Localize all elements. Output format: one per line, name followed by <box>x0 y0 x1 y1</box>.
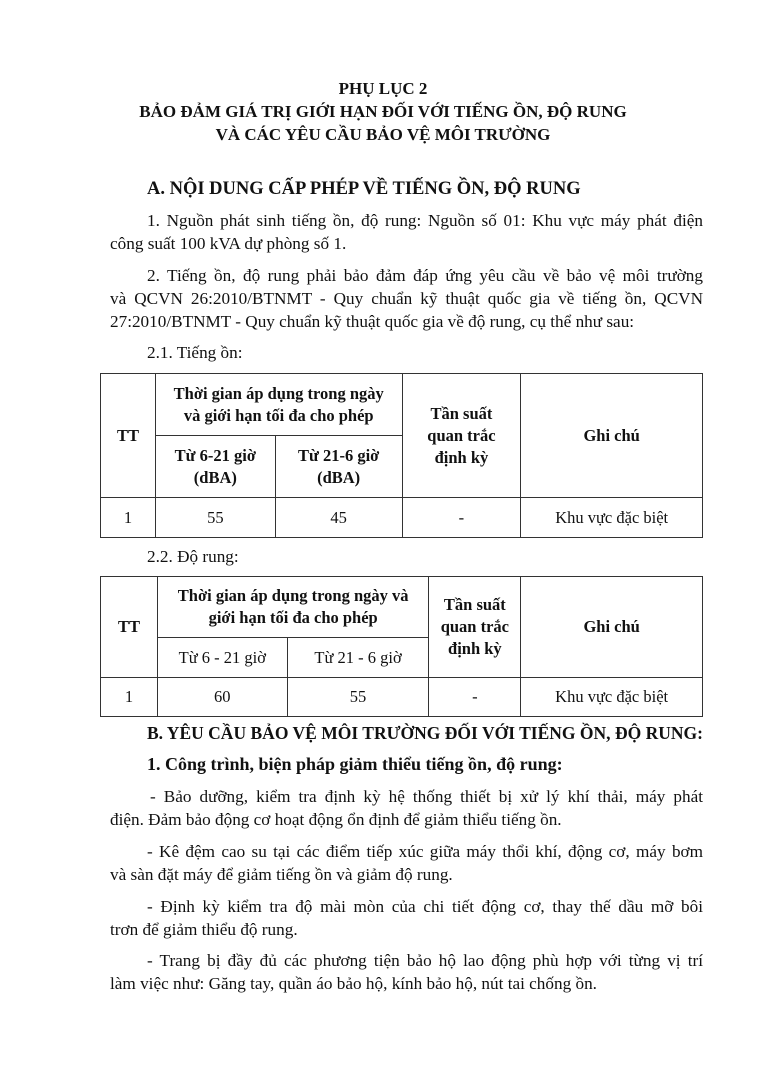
header-frequency <box>429 577 521 678</box>
cell-frequency: - <box>402 498 521 538</box>
header-frequency-line2: quan trắc <box>440 617 509 636</box>
bullet2-line1: - Kê đệm cao su tại các điểm tiếp xúc giữa máy thổi khí, động cơ, máy bơm <box>147 842 703 861</box>
cell-night-limit: 45 <box>275 498 402 538</box>
bullet4-line1: - Trang bị đầy đủ các phương tiện bảo hộ lao động phù hợp với từng vị trí <box>147 951 703 970</box>
item1-line1: 1. Nguồn phát sinh tiếng ồn, độ rung: Nguồn số 01: Khu vực máy phát điện <box>147 211 703 230</box>
item2-line1: 2. Tiếng ồn, độ rung phải bảo đảm đáp ứng yêu cầu về bảo vệ môi trường <box>147 266 703 285</box>
header-frequency-line2: quan trắc <box>427 425 496 445</box>
cell-day-limit: 60 <box>157 678 287 717</box>
vibration-limit-table <box>100 576 703 717</box>
header-day: Từ 6 - 21 giờ <box>157 638 287 678</box>
header-time-line2: và giới hạn tối đa cho phép <box>183 405 374 425</box>
header-frequency <box>402 374 521 498</box>
header-time-line1: Thời gian áp dụng trong ngày <box>173 383 384 403</box>
document-title-line2: VÀ CÁC YÊU CẦU BẢO VỆ MÔI TRƯỜNG <box>215 125 551 144</box>
appendix-label: PHỤ LỤC 2 <box>338 79 428 98</box>
header-day-line1: Từ 6-21 giờ <box>174 445 257 465</box>
section-b-heading: B. YÊU CẦU BẢO VỆ MÔI TRƯỜNG ĐỐI VỚI TIẾNG ỒN, ĐỘ RUNG: <box>147 723 703 743</box>
cell-frequency: - <box>429 678 521 717</box>
header-frequency-line1: Tần suất <box>443 595 506 614</box>
header-night: Từ 21 - 6 giờ <box>287 638 429 678</box>
header-time-line2: giới hạn tối đa cho phép <box>208 608 378 627</box>
cell-note: Khu vực đặc biệt <box>521 678 703 717</box>
noise-subsection-label: 2.1. Tiếng ồn: <box>147 343 243 362</box>
item1-line2: công suất 100 kVA dự phòng số 1. <box>110 234 347 253</box>
bullet4-line2: làm việc như: Găng tay, quần áo bảo hộ, kính bảo hộ, nút tai chống ồn. <box>110 974 597 993</box>
bullet2-line2: và sàn đặt máy để giảm tiếng ồn và giảm độ rung. <box>110 865 453 884</box>
section-b-subheading: 1. Công trình, biện pháp giảm thiểu tiếng ồn, độ rung: <box>147 754 563 774</box>
header-night-line2: (dBA) <box>317 467 361 487</box>
section-a-heading: A. NỘI DUNG CẤP PHÉP VỀ TIẾNG ỒN, ĐỘ RUNG <box>147 179 581 199</box>
header-note: Ghi chú <box>521 374 703 498</box>
header-frequency-line1: Tần suất <box>430 403 493 423</box>
document-title-line1: BẢO ĐẢM GIÁ TRỊ GIỚI HẠN ĐỐI VỚI TIẾNG ỒN, ĐỘ RUNG <box>139 102 627 121</box>
cell-day-limit: 55 <box>155 498 275 538</box>
vibration-subsection-label: 2.2. Độ rung: <box>147 547 239 566</box>
table-row <box>101 498 703 538</box>
header-tt: TT <box>101 374 156 498</box>
header-note: Ghi chú <box>521 577 703 678</box>
header-time-window <box>155 374 402 436</box>
header-day-line2: (dBA) <box>193 467 237 487</box>
bullet3-line2: trơn để giảm thiểu độ rung. <box>110 920 298 939</box>
header-time-line1: Thời gian áp dụng trong ngày và <box>177 586 409 605</box>
cell-tt: 1 <box>101 678 158 717</box>
header-tt: TT <box>101 577 158 678</box>
cell-night-limit: 55 <box>287 678 429 717</box>
cell-note: Khu vực đặc biệt <box>521 498 703 538</box>
header-frequency-line3: định kỳ <box>448 639 502 658</box>
header-night <box>275 436 402 498</box>
header-time-window <box>157 577 429 638</box>
header-day <box>155 436 275 498</box>
item2-line3: 27:2010/BTNMT - Quy chuẩn kỹ thuật quốc gia về độ rung, cụ thể như sau: <box>110 312 635 331</box>
item2-line2: và QCVN 26:2010/BTNMT - Quy chuẩn kỹ thuật quốc gia về tiếng ồn, QCVN <box>110 289 703 308</box>
bullet1-line1: - Bảo dưỡng, kiểm tra định kỳ hệ thống thiết bị xử lý khí thải, máy phát <box>150 787 703 806</box>
header-night-line1: Từ 21-6 giờ <box>297 445 380 465</box>
table-row <box>101 678 703 717</box>
bullet1-line2: điện. Đảm bảo động cơ hoạt động ổn định để giảm thiểu tiếng ồn. <box>110 810 562 829</box>
header-frequency-line3: định kỳ <box>434 447 489 467</box>
bullet3-line1: - Định kỳ kiểm tra độ mài mòn của chi tiết động cơ, thay thế dầu mỡ bôi <box>147 897 703 916</box>
cell-tt: 1 <box>101 498 156 538</box>
noise-limit-table <box>100 373 703 538</box>
